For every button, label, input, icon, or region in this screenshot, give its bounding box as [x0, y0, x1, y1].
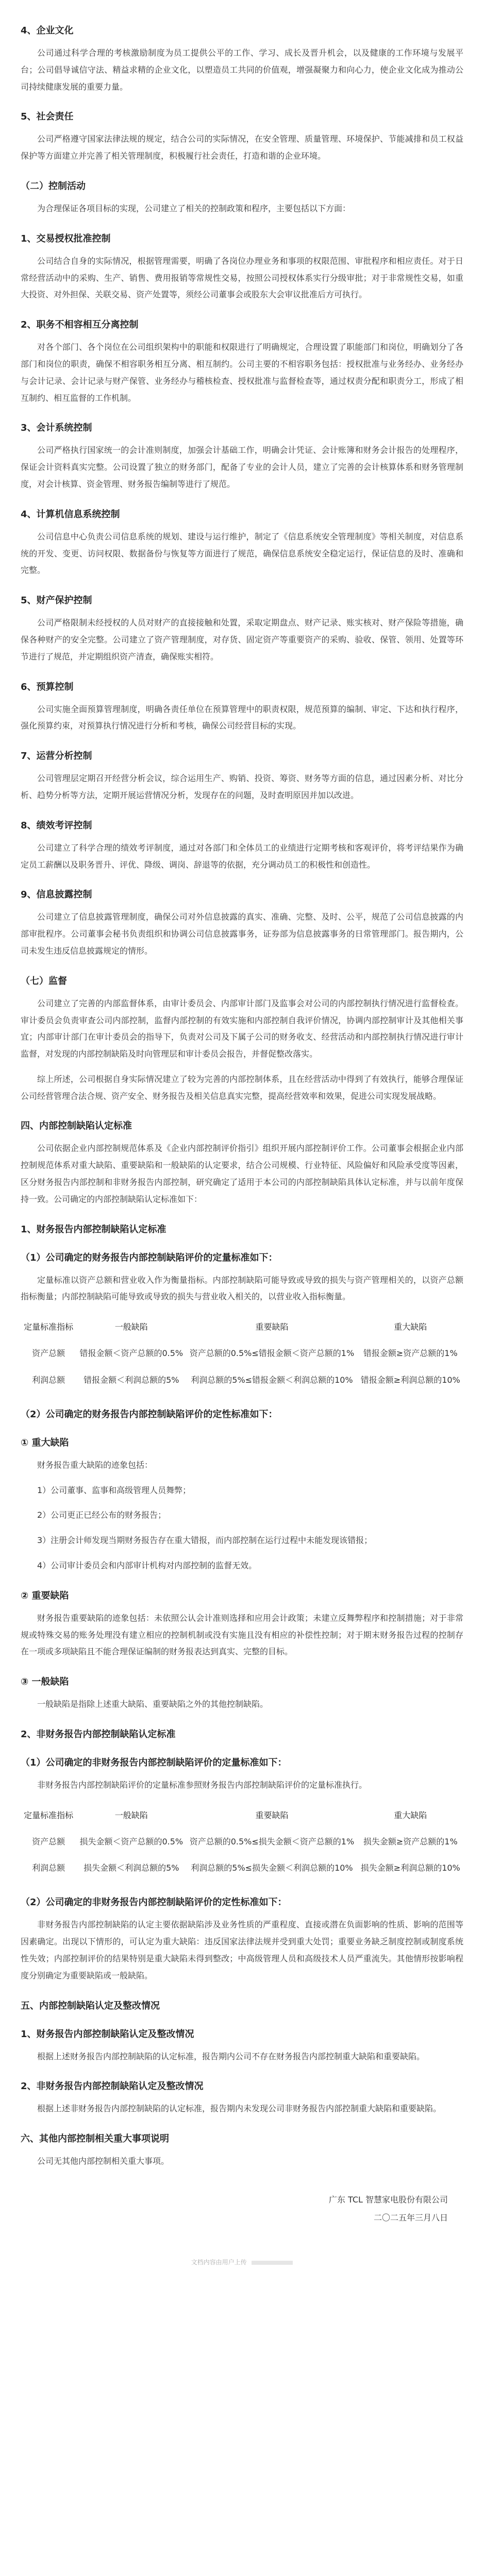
table-cell: 利润总额的5%≤错报金额＜利润总额的10%: [191, 1375, 353, 1385]
table-cell: 资产总额: [32, 1836, 65, 1846]
paragraph: 公司严格限制未经授权的人员对财产的直接接触和处置，采取定期盘点、财产记录、账实核对、财产保险等措施，确保各种财产的安全完整。公司建立了资产管理制度，对存货、固定资产等重要资产的采购、验收、保管、领用、处置等环节进行了规范，并定期组织资产清查，确保账实相符。: [21, 618, 463, 662]
paragraph: 公司实施全面预算管理制度，明确各责任单位在预算管理中的职责权限，规范预算的编制、审定、下达和执行程序，强化预算约束，对预算执行情况进行分析和考核，确保公司经营目标的实现。: [21, 704, 463, 731]
table-cell: 资产总额的0.5%≤错报金额＜资产总额的1%: [189, 1348, 355, 1359]
paragraph: 公司无其他内部控制相关重大事项。: [37, 2156, 170, 2166]
section-heading: 6、预算控制: [21, 681, 74, 692]
table-cell: 错报金额＜利润总额的5%: [84, 1375, 179, 1385]
column-header: 定量标准指标: [24, 1810, 74, 1820]
column-header: 一般缺陷: [114, 1322, 148, 1332]
section-heading: ① 重大缺陷: [21, 1437, 69, 1448]
table-cell: 错报金额≥利润总额的10%: [360, 1375, 460, 1385]
nonfinancial-quantitative-table: [21, 1802, 463, 1882]
paragraph: 公司管理层定期召开经营分析会议，综合运用生产、购销、投资、筹资、财务等方面的信息，通过因素分析、对比分析、趋势分析等方法，定期开展运营情况分析，发现存在的问题，及时查明原因并加以改进。: [21, 773, 463, 800]
section-heading: 9、信息披露控制: [21, 889, 92, 901]
paragraph: 公司通过科学合理的考核激励制度为员工提供公平的工作、学习、成长及晋升机会，以及健康的工作环境与发展平台；公司倡导诚信守法、精益求精的企业文化，以塑造员工共同的价值观，增强凝聚力和向心力，使企业文化成为推动公司持续健康发展的重要力量。: [21, 48, 463, 92]
paragraph: 根据上述非财务报告内部控制缺陷的认定标准，报告期内未发现公司非财务报告内部控制重大缺陷和重要缺陷。: [37, 2104, 442, 2114]
paragraph: 公司建立了科学合理的绩效考评制度，通过对各部门和全体员工的业绩进行定期考核和客观评价，将考评结果作为确定员工薪酬以及职务晋升、评优、降级、调岗、辞退等的依据，充分调动员工的积极性和创造性。: [21, 842, 463, 870]
paragraph: 公司建立了完善的内部监督体系，由审计委员会、内部审计部门及监事会对公司的内部控制执行情况进行监督检查。审计委员会负责审查公司内部控制，监督内部控制的有效实施和内部控制自我评价情况，协调内部控制审计及其他相关事宜；内部审计部门在审计委员会的指导下，负责对公司及下属子公司的财务收支、经营活动和内部控制执行情况进行审计监督，对发现的内部控制缺陷及时向管理层和审计委员会报告，并督促整改落实。: [21, 998, 463, 1059]
table-cell: 损失金额≥资产总额的1%: [363, 1836, 458, 1846]
paragraph: 公司依据企业内部控制规范体系及《企业内部控制评价指引》组织开展内部控制评价工作。公司董事会根据企业内部控制规范体系对重大缺陷、重要缺陷和一般缺陷的认定要求，结合公司规模、行业特征、风险偏好和风险承受度等因素，区分财务报告内部控制和非财务报告内部控制，研究确定了适用于本公司的内部控制缺陷具体认定标准，并与以前年度保持一致。公司确定的内部控制缺陷认定标准如下：: [21, 1143, 463, 1204]
table-cell: 损失金额＜资产总额的0.5%: [79, 1836, 183, 1846]
sign-date: 二〇二五年三月八日: [373, 2213, 448, 2223]
paragraph: 4）公司审计委员会和内部审计机构对内部控制的监督无效。: [37, 1561, 257, 1571]
table-header-row: [21, 1314, 463, 1340]
paragraph: 公司信息中心负责公司信息系统的规划、建设与运行维护，制定了《信息系统安全管理制度》等相关制度，对信息系统的开发、变更、访问权限、数据备份与恢复等方面进行了规范，确保信息系统安全稳定运行，保证信息的及时、准确和完整。: [21, 531, 463, 575]
paragraph: 1）公司董事、监事和高级管理人员舞弊；: [37, 1485, 191, 1495]
table-row: [21, 1340, 463, 1366]
section-group-3: [21, 1895, 463, 2170]
table-cell: 损失金额＜利润总额的5%: [84, 1863, 179, 1873]
table-row: [21, 1855, 463, 1881]
section-heading: 2、非财务报告内部控制缺陷认定标准: [21, 1729, 176, 1740]
column-header: 重大缺陷: [394, 1810, 427, 1820]
section-heading: 六、其他内部控制相关重大事项说明: [21, 2133, 169, 2145]
section-heading: 2、非财务报告内部控制缺陷认定及整改情况: [21, 2081, 204, 2092]
table-cell: 利润总额: [32, 1863, 65, 1873]
section-heading: （1）公司确定的财务报告内部控制缺陷评价的定量标准如下：: [21, 1252, 278, 1263]
section-heading: 4、企业文化: [21, 25, 74, 36]
signature-block: [21, 2191, 463, 2227]
paragraph: 公司结合自身的实际情况，根据管理需要，明确了各岗位办理业务和事项的权限范围、审批程序和相应责任。对于日常经营活动中的采购、生产、销售、费用报销等常规性交易，按照公司授权体系实行分级审批；对于非常规性交易，如重大投资、对外担保、关联交易、资产处置等，须经公司董事会或股东大会审议批准后方可执行。: [21, 256, 463, 300]
document-body: [10, 0, 474, 2287]
column-header: 重大缺陷: [394, 1322, 427, 1332]
column-header: 重要缺陷: [255, 1810, 289, 1820]
paragraph: 为合理保证各项目标的实现，公司建立了相关的控制政策和程序，主要包括以下方面：: [37, 203, 351, 213]
paragraph: 公司严格遵守国家法律法规的规定，结合公司的实际情况，在安全管理、质量管理、环境保护、节能减排和员工权益保护等方面建立并完善了相关管理制度，积极履行社会责任，打造和谐的企业环境。: [21, 134, 463, 161]
footer-note-text: 文档内容由用户上传: [191, 2259, 247, 2266]
column-header: 重要缺陷: [255, 1322, 289, 1332]
section-heading: 1、交易授权批准控制: [21, 233, 111, 244]
financial-quantitative-table: [21, 1314, 463, 1393]
section-heading: （1）公司确定的非财务报告内部控制缺陷评价的定量标准如下：: [21, 1757, 287, 1768]
company-name: 广东 TCL 智慧家电股份有限公司: [328, 2194, 448, 2205]
table-cell: 利润总额: [32, 1375, 65, 1385]
section-heading: 1、财务报告内部控制缺陷认定标准: [21, 1224, 166, 1235]
paragraph: 综上所述，公司根据自身实际情况建立了较为完善的内部控制体系，且在经营活动中得到了有效执行，能够合理保证公司经营管理合法合规、资产安全、财务报告及相关信息真实完整，提高经营效率和效果，促进公司实现发展战略。: [21, 1074, 463, 1101]
section-heading: （二）控制活动: [21, 180, 86, 192]
table-cell: 错报金额≥资产总额的1%: [363, 1348, 458, 1359]
section-heading: 四、内部控制缺陷认定标准: [21, 1121, 132, 1132]
table-header-row: [21, 1802, 463, 1828]
table-cell: 错报金额＜资产总额的0.5%: [79, 1348, 183, 1359]
section-heading: （2）公司确定的财务报告内部控制缺陷评价的定性标准如下：: [21, 1409, 278, 1420]
paragraph: 公司建立了信息披露管理制度，确保公司对外信息披露的真实、准确、完整、及时、公平，规范了公司信息披露的内部审批程序。公司董事会秘书负责组织和协调公司信息披露事务，证券部为信息披露事务的日常管理部门。报告期内，公司未发生违反信息披露规定的情形。: [21, 912, 463, 956]
paragraph: 财务报告重要缺陷的迹象包括：未依照公认会计准则选择和应用会计政策；未建立反舞弊程序和控制措施；对于非常规或特殊交易的账务处理没有建立相应的控制机制或没有实施且没有相应的补偿性控制；对于期末财务报告过程的控制存在一项或多项缺陷且不能合理保证编制的财务报表达到真实、完整的目标。: [21, 1613, 463, 1657]
section-heading: 7、运营分析控制: [21, 751, 92, 762]
section-heading: （七）监督: [21, 975, 67, 987]
section-group-2: [21, 1408, 463, 1794]
paragraph: 3）注册会计师发现当期财务报告存在重大错报，而内部控制在运行过程中未能发现该错报；: [37, 1535, 373, 1546]
section-heading: 4、计算机信息系统控制: [21, 509, 120, 520]
table-row: [21, 1828, 463, 1855]
section-heading: 2、职务不相容相互分离控制: [21, 319, 139, 331]
table-row: [21, 1367, 463, 1393]
section-group-1: [21, 24, 463, 1306]
paragraph: 非财务报告内部控制缺陷的认定主要依据缺陷涉及业务性质的严重程度、直接或潜在负面影响的性质、影响的范围等因素确定。出现以下情形的，可认定为重大缺陷：违反国家法律法规并受到重大处罚；重要业务缺乏制度控制或制度系统性失效；内部控制评价的结果特别是重大缺陷未得到整改；中高级管理人员和高级技术人员严重流失。其他情形按影响程度分别确定为重要缺陷或一般缺陷。: [21, 1920, 463, 1980]
paragraph: 财务报告重大缺陷的迹象包括：: [37, 1460, 153, 1470]
paragraph: 非财务报告内部控制缺陷评价的定量标准参照财务报告内部控制缺陷评价的定量标准执行。: [37, 1780, 368, 1790]
paragraph: 对各个部门、各个岗位在公司组织架构中的职能和权限进行了明确规定，合理设置了职能部门和岗位，明确划分了各部门和岗位的职责，确保不相容职务相互分离、相互制约。公司主要的不相容职务包括：授权批准与业务经办、业务经办与会计记录、会计记录与财产保管、业务经办与稽核检查、授权批准与监督检查等，通过权责分配和职责分工，形成了相互制约、相互监督的工作机制。: [21, 342, 463, 403]
table-cell: 损失金额≥利润总额的10%: [360, 1863, 460, 1873]
paragraph: 公司严格执行国家统一的会计准则制度，加强会计基础工作，明确会计凭证、会计账簿和财务会计报告的处理程序，保证会计资料真实完整。公司设置了独立的财务部门，配备了专业的会计人员，建立了完善的会计核算体系和财务管理制度，对会计核算、资金管理、财务报告编制等进行了规范。: [21, 445, 463, 489]
column-header: 一般缺陷: [114, 1810, 148, 1820]
section-heading: 五、内部控制缺陷认定及整改情况: [21, 2000, 160, 2011]
section-heading: ② 重要缺陷: [21, 1590, 69, 1601]
section-heading: 8、绩效考评控制: [21, 820, 92, 831]
footer-watermark: [21, 2258, 463, 2266]
paragraph: 定量标准以资产总额和营业收入作为衡量指标。内部控制缺陷可能导致或导致的损失与资产管理相关的，以资产总额指标衡量；内部控制缺陷可能导致或导致的损失与营业收入相关的，以营业收入指标衡量。: [21, 1275, 463, 1302]
footer-decoration: [252, 2261, 293, 2265]
paragraph: 一般缺陷是指除上述重大缺陷、重要缺陷之外的其他控制缺陷。: [37, 1699, 269, 1709]
table-cell: 资产总额的0.5%≤损失金额＜资产总额的1%: [189, 1836, 355, 1846]
paragraph: 根据上述财务报告内部控制缺陷的认定标准，报告期内公司不存在财务报告内部控制重大缺陷和重要缺陷。: [37, 2051, 425, 2061]
section-heading: （2）公司确定的非财务报告内部控制缺陷评价的定性标准如下：: [21, 1897, 287, 1908]
section-heading: 5、社会责任: [21, 111, 74, 123]
section-heading: 1、财务报告内部控制缺陷认定及整改情况: [21, 2028, 194, 2040]
paragraph: 2）公司更正已经公布的财务报告；: [37, 1510, 166, 1520]
table-cell: 利润总额的5%≤损失金额＜利润总额的10%: [191, 1863, 353, 1873]
column-header: 定量标准指标: [24, 1322, 74, 1332]
section-heading: ③ 一般缺陷: [21, 1676, 69, 1688]
section-heading: 5、财产保护控制: [21, 595, 92, 606]
table-cell: 资产总额: [32, 1348, 65, 1359]
section-heading: 3、会计系统控制: [21, 422, 92, 434]
